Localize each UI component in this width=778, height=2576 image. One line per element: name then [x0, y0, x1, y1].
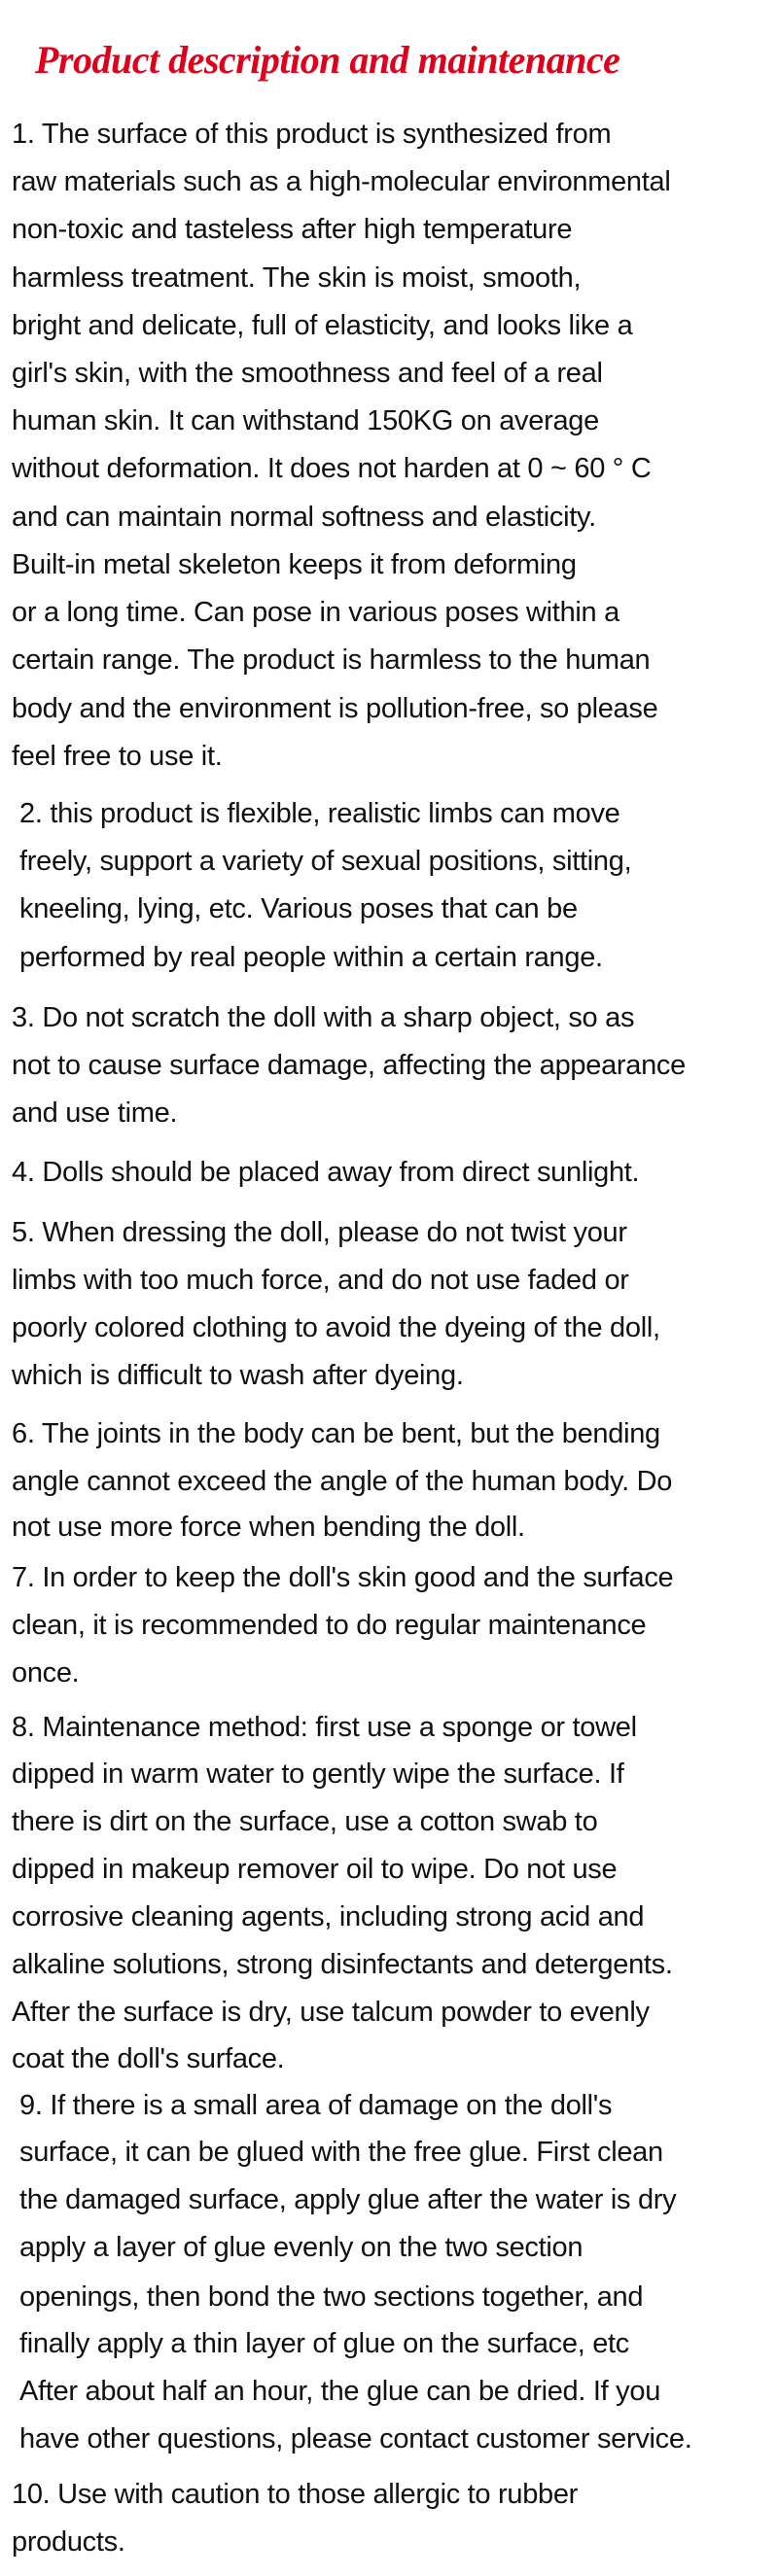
- paragraph-line: 10. Use with caution to those allergic to rubber: [12, 2479, 579, 2511]
- paragraph-line: freely, support a variety of sexual positions, sitting,: [19, 845, 632, 877]
- paragraph-line: 2. this product is flexible, realistic limbs can move: [19, 797, 620, 829]
- paragraph-line: girl's skin, with the smoothness and feel of a real: [12, 357, 603, 389]
- paragraph-line: body and the environment is pollution-free, so please: [12, 693, 658, 725]
- paragraph-line: openings, then bond the two sections together, and: [19, 2280, 644, 2313]
- paragraph-line: dipped in makeup remover oil to wipe. Do not use: [12, 1854, 618, 1886]
- paragraph-line: have other questions, please contact customer service.: [19, 2423, 692, 2455]
- paragraph-line: and use time.: [12, 1097, 178, 1130]
- page-title: Product description and maintenance: [35, 38, 620, 82]
- paragraph-line: 9. If there is a small area of damage on the doll's: [19, 2089, 613, 2121]
- paragraph-line: After about half an hour, the glue can be dried. If you: [19, 2376, 661, 2408]
- paragraph-line: performed by real people within a certain range.: [19, 942, 603, 974]
- paragraph-line: 6. The joints in the body can be bent, but the bending: [12, 1418, 660, 1450]
- paragraph-line: finally apply a thin layer of glue on the surface, etc: [19, 2328, 630, 2360]
- paragraph-line: surface, it can be glued with the free glue. First clean: [19, 2137, 663, 2169]
- paragraph-line: dipped in warm water to gently wipe the surface. If: [12, 1758, 624, 1791]
- paragraph-line: non-toxic and tasteless after high temperature: [12, 213, 573, 245]
- paragraph-line: corrosive cleaning agents, including strong acid and: [12, 1900, 645, 1932]
- paragraph-line: kneeling, lying, etc. Various poses that can be: [19, 892, 578, 924]
- paragraph-line: harmless treatment. The skin is moist, smooth,: [12, 262, 582, 295]
- paragraph-line: 1. The surface of this product is synthesized from: [12, 119, 612, 151]
- paragraph-line: alkaline solutions, strong disinfectants and detergents.: [12, 1948, 673, 1980]
- paragraph-line: the damaged surface, apply glue after the water is dry: [19, 2184, 677, 2216]
- paragraph-line: without deformation. It does not harden at 0 ~ 60 ° C: [12, 452, 652, 484]
- paragraph-line: 3. Do not scratch the doll with a sharp object, so as: [12, 1002, 635, 1034]
- paragraph-line: Built-in metal skeleton keeps it from deforming: [12, 548, 577, 580]
- paragraph-line: bright and delicate, full of elasticity, and looks like a: [12, 310, 633, 342]
- paragraph-line: certain range. The product is harmless to the human: [12, 644, 651, 676]
- paragraph-line: products.: [12, 2526, 125, 2559]
- paragraph-line: limbs with too much force, and do not use faded or: [12, 1264, 629, 1296]
- paragraph-line: which is difficult to wash after dyeing.: [12, 1359, 464, 1391]
- paragraph-line: or a long time. Can pose in various poses within a: [12, 596, 619, 628]
- paragraph-line: 4. Dolls should be placed away from direct sunlight.: [12, 1156, 640, 1188]
- paragraph-line: feel free to use it.: [12, 741, 223, 772]
- paragraph-line: there is dirt on the surface, use a cotton swab to: [12, 1806, 598, 1838]
- paragraph-line: After the surface is dry, use talcum powder to evenly: [12, 1996, 650, 2028]
- paragraph-line: coat the doll's surface.: [12, 2043, 285, 2075]
- paragraph-line: once.: [12, 1657, 80, 1689]
- paragraph-line: not use more force when bending the doll.: [12, 1512, 525, 1544]
- paragraph-line: human skin. It can withstand 150KG on average: [12, 404, 599, 436]
- paragraph-line: apply a layer of glue evenly on the two section: [19, 2232, 584, 2264]
- paragraph-line: raw materials such as a high-molecular environmental: [12, 165, 671, 197]
- paragraph-line: 5. When dressing the doll, please do not twist your: [12, 1217, 627, 1249]
- paragraph-line: angle cannot exceed the angle of the human body. Do: [12, 1466, 673, 1498]
- paragraph-line: 8. Maintenance method: first use a sponge or towel: [12, 1711, 637, 1743]
- paragraph-line: poorly colored clothing to avoid the dyeing of the doll,: [12, 1311, 660, 1343]
- paragraph-line: clean, it is recommended to do regular maintenance: [12, 1610, 647, 1642]
- paragraph-line: and can maintain normal softness and elasticity.: [12, 502, 596, 534]
- paragraph-line: 7. In order to keep the doll's skin good and the surface: [12, 1562, 674, 1594]
- paragraph-line: not to cause surface damage, affecting the appearance: [12, 1050, 686, 1082]
